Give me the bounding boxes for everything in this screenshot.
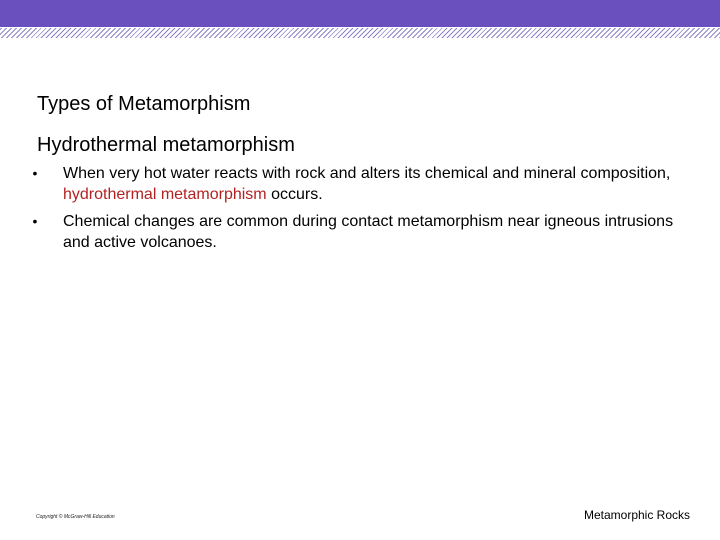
header-bar xyxy=(0,0,720,27)
highlight-term: hydrothermal metamorphism xyxy=(63,186,267,203)
header-hatch-divider xyxy=(0,27,720,38)
copyright-notice: Copyright © McGraw-Hill Education xyxy=(36,514,115,520)
bullet-item xyxy=(30,163,680,205)
bullet-item xyxy=(30,211,680,253)
bullet-text-end: occurs. xyxy=(266,186,323,203)
bullet-icon: • xyxy=(32,213,38,229)
bullet-list xyxy=(30,163,680,259)
bullet-text: Chemical changes are common during contact metamorphism near igneous intrusions and active volcanoes. xyxy=(63,213,674,251)
bullet-text: When very hot water reacts with rock and alters its chemical and mineral composition, xyxy=(63,165,671,182)
footer-section-label: Metamorphic Rocks xyxy=(583,508,690,522)
bullet-icon: • xyxy=(32,165,38,181)
slide-title: Types of Metamorphism xyxy=(37,93,251,115)
slide-subtitle: Hydrothermal metamorphism xyxy=(37,134,295,156)
